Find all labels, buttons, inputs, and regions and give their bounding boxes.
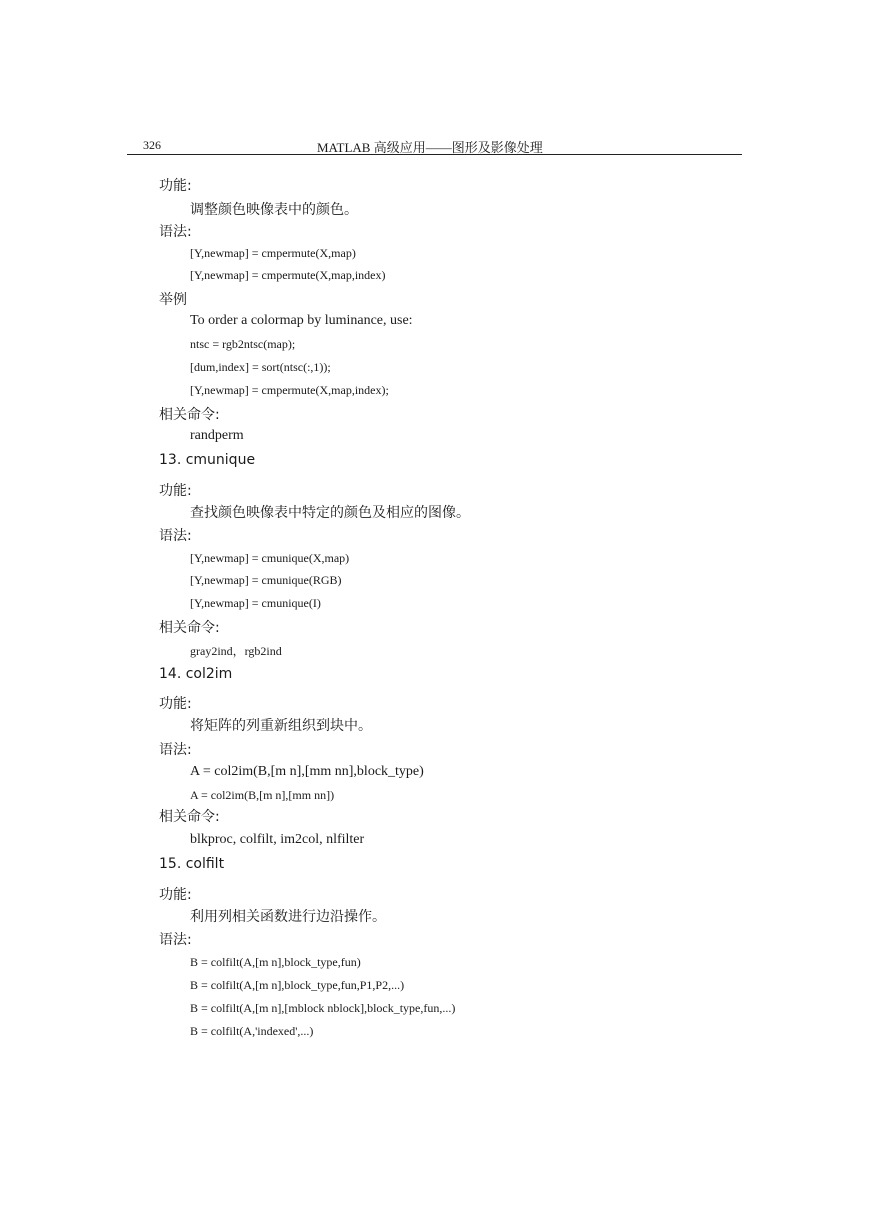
section-heading: 相关命令: <box>159 407 220 423</box>
code-line: gray2ind，rgb2ind <box>190 644 282 658</box>
description-text: 查找颜色映像表中特定的颜色及相应的图像。 <box>190 505 470 521</box>
code-line: randperm <box>190 428 244 443</box>
description-text: 将矩阵的列重新组织到块中。 <box>190 718 372 734</box>
code-line: [Y,newmap] = cmpermute(X,map,index) <box>190 268 386 282</box>
code-line: To order a colormap by luminance, use: <box>190 313 413 328</box>
code-line: [Y,newmap] = cmunique(I) <box>190 596 321 610</box>
code-line: [Y,newmap] = cmpermute(X,map) <box>190 246 356 260</box>
code-line: [Y,newmap] = cmpermute(X,map,index); <box>190 383 389 397</box>
code-line: [dum,index] = sort(ntsc(:,1)); <box>190 360 331 374</box>
section-heading: 语法: <box>159 742 192 758</box>
code-line: blkproc, colfilt, im2col, nlfilter <box>190 832 365 847</box>
code-line: B = colfilt(A,[m n],block_type,fun,P1,P2,...) <box>190 978 405 992</box>
section-heading: 功能: <box>159 178 192 194</box>
code-line: B = colfilt(A,[m n],block_type,fun) <box>190 955 361 969</box>
section-heading: 相关命令: <box>159 620 220 636</box>
code-line: B = colfilt(A,[m n],[mblock nblock],block_type,fun,...) <box>190 1001 456 1015</box>
code-line: A = col2im(B,[m n],[mm nn],block_type) <box>190 764 424 779</box>
code-line: ntsc = rgb2ntsc(map); <box>190 337 296 351</box>
code-line: B = colfilt(A,'indexed',...) <box>190 1024 314 1038</box>
section-heading: 功能: <box>159 696 192 712</box>
section-heading: 语法: <box>159 932 192 948</box>
code-line: [Y,newmap] = cmunique(X,map) <box>190 551 350 565</box>
running-title: MATLAB 高级应用——图形及影像处理 <box>317 140 543 155</box>
section-heading: 相关命令: <box>159 809 220 825</box>
section-heading: 功能: <box>159 887 192 903</box>
entry-title: 13. cmunique <box>159 452 256 468</box>
page-number: 326 <box>143 138 161 152</box>
code-line: [Y,newmap] = cmunique(RGB) <box>190 573 342 587</box>
section-heading: 举例 <box>159 292 187 308</box>
entry-title: 14. col2im <box>159 666 233 682</box>
entry-title: 15. colfilt <box>159 856 225 872</box>
code-line: A = col2im(B,[m n],[mm nn]) <box>190 788 335 802</box>
section-heading: 语法: <box>159 224 192 240</box>
page-header <box>127 136 742 155</box>
description-text: 调整颜色映像表中的颜色。 <box>190 202 358 218</box>
section-heading: 功能: <box>159 483 192 499</box>
section-heading: 语法: <box>159 528 192 544</box>
description-text: 利用列相关函数进行边沿操作。 <box>190 909 386 925</box>
